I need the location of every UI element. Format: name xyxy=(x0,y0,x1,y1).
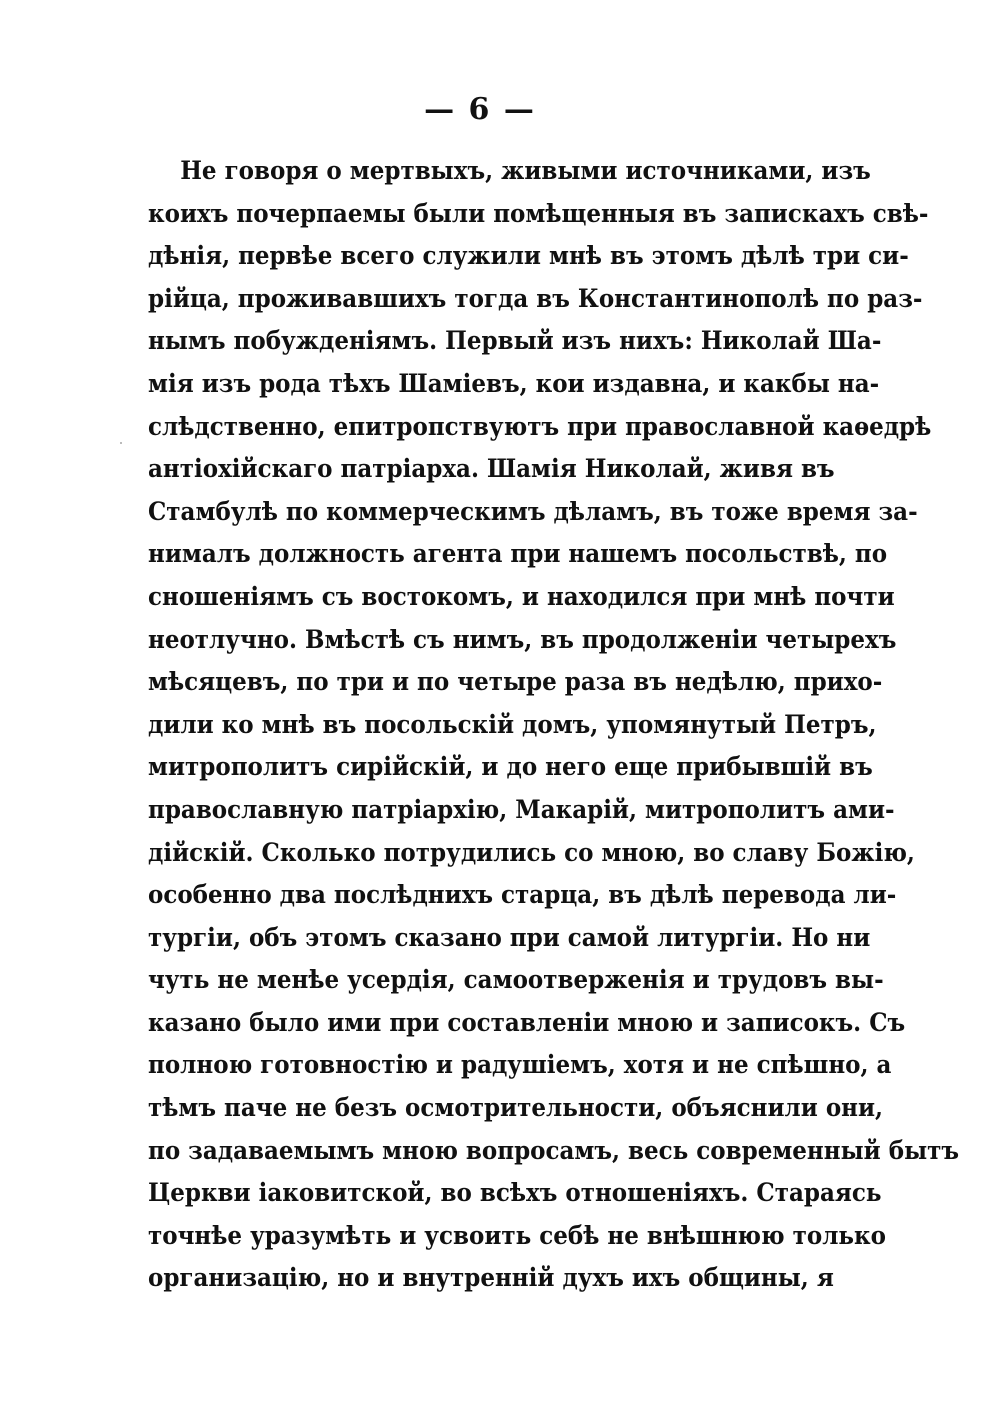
text-line-10: нималъ должность агента при нашемъ посольствѣ, по xyxy=(148,539,888,569)
text-line-21: казано было ими при составленіи мною и записокъ. Съ xyxy=(148,1007,906,1037)
text-line-26: точнѣе уразумѣть и усвоить себѣ не внѣшнюю только xyxy=(148,1220,886,1250)
margin-speck xyxy=(120,442,122,444)
text-line-13: мѣсяцевъ, по три и по четыре раза въ недѣлю, прихо- xyxy=(148,667,883,697)
text-line-3: дѣнія, первѣе всего служили мнѣ въ этомъ дѣлѣ три си- xyxy=(148,241,909,271)
text-line-16: православную патріархію, Макарій, митрополитъ ами- xyxy=(148,794,895,824)
text-line-12: неотлучно. Вмѣстѣ съ нимъ, въ продолженіи четырехъ xyxy=(148,624,897,654)
text-line-8: антіохійскаго патріарха. Шамія Николай, живя въ xyxy=(148,454,835,484)
text-line-4: рійца, проживавшихъ тогда въ Константинополѣ по раз- xyxy=(148,283,923,313)
text-line-14: дили ко мнѣ въ посольскій домъ, упомянутый Петръ, xyxy=(148,709,877,739)
text-line-17: дійскій. Сколько потрудились со мною, во славу Божію, xyxy=(148,837,915,867)
text-line-5: нымъ побужденіямъ. Первый изъ нихъ: Николай Ша- xyxy=(148,326,882,356)
text-line-1: Не говоря о мертвыхъ, живыми источниками, изъ xyxy=(180,156,871,185)
text-line-18: особенно два послѣднихъ старца, въ дѣлѣ перевода ли- xyxy=(148,880,897,910)
text-line-11: сношеніямъ съ востокомъ, и находился при мнѣ почти xyxy=(148,581,895,611)
body-text xyxy=(148,150,960,1300)
text-line-24: по задаваемымъ мною вопросамъ, весь современный бытъ xyxy=(148,1135,960,1165)
text-line-2: коихъ почерпаемы были помѣщенныя въ запискахъ свѣ- xyxy=(148,198,929,228)
text-line-20: чуть не менѣе усердія, самоотверженія и трудовъ вы- xyxy=(148,965,884,995)
text-line-27: организацію, но и внутренній духъ ихъ общины, я xyxy=(148,1263,834,1293)
text-line-19: тургіи, объ этомъ сказано при самой литургіи. Но ни xyxy=(148,922,871,952)
text-line-7: слѣдственно, епитропствуютъ при православной каѳедрѣ xyxy=(148,411,932,441)
text-line-22: полною готовностію и радушіемъ, хотя и не спѣшно, а xyxy=(148,1050,892,1080)
text-line-25: Церкви іаковитской, во всѣхъ отношеніяхъ. Стараясь xyxy=(148,1178,882,1208)
text-line-15: митрополитъ сирійскій, и до него еще прибывшій въ xyxy=(148,752,873,782)
text-line-6: мія изъ рода тѣхъ Шаміевъ, кои издавна, и какбы на- xyxy=(148,368,880,398)
page-number: — 6 — xyxy=(424,92,536,127)
text-line-23: тѣмъ паче не безъ осмотрительности, объяснили они, xyxy=(148,1093,884,1123)
text-line-9: Стамбулѣ по коммерческимъ дѣламъ, въ тоже время за- xyxy=(148,496,918,526)
